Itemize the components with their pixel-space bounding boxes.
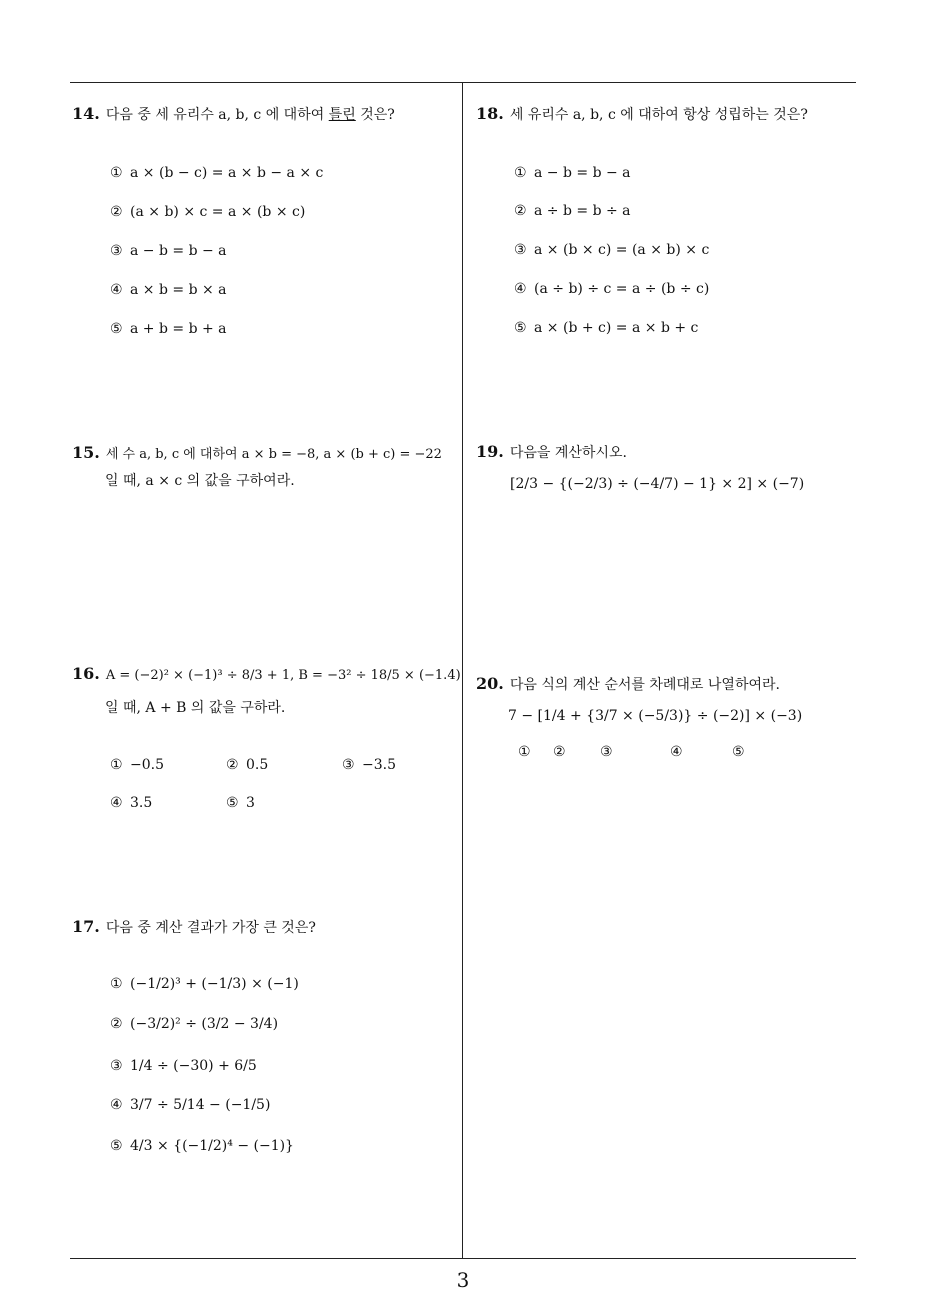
q16-option-5: ⑤ 3 — [226, 795, 255, 811]
question-formula: A = (−2)² × (−1)³ ÷ 8/3 + 1, B = −3² ÷ 18/5 × (−1.4) — [105, 668, 461, 683]
q18-option-3: ③ a × (b × c) = (a × b) × c — [514, 242, 710, 258]
question-stem: 세 유리수 a, b, c 에 대하여 항상 성립하는 것은? — [509, 107, 808, 123]
q16-option-1: ① −0.5 — [110, 757, 164, 773]
q18-option-4: ④ (a ÷ b) ÷ c = a ÷ (b ÷ c) — [514, 281, 710, 297]
question-number: 18. — [476, 104, 504, 123]
question-stem: 다음 중 세 유리수 a, b, c 에 대하여 — [105, 107, 329, 123]
q17-option-2: ② (−3/2)² ÷ (3/2 − 3/4) — [110, 1016, 279, 1032]
q20-order-mark-5: ⑤ — [732, 744, 745, 760]
question-stem: 다음을 계산하시오. — [509, 445, 627, 461]
q20-order-mark-4: ④ — [670, 744, 683, 760]
q16-option-4: ④ 3.5 — [110, 795, 153, 811]
q14-option-5: ⑤ a + b = b + a — [110, 321, 227, 337]
q18-option-5: ⑤ a × (b + c) = a × b + c — [514, 320, 699, 336]
q20-order-mark-2: ② — [553, 744, 566, 760]
q16-option-2: ② 0.5 — [226, 757, 269, 773]
question-number: 14. — [72, 104, 100, 123]
question-19 — [476, 442, 856, 463]
question-stem: 다음 중 계산 결과가 가장 큰 것은? — [105, 920, 316, 936]
question-16 — [72, 664, 461, 683]
q20-order-mark-1: ① — [518, 744, 531, 760]
question-16-line2: 일 때, A + B 의 값을 구하라. — [105, 700, 286, 716]
question-stem: 다음 식의 계산 순서를 차례대로 나열하여라. — [509, 677, 780, 693]
question-14 — [72, 104, 452, 125]
q17-option-1: ① (−1/2)³ + (−1/3) × (−1) — [110, 976, 299, 992]
question-15-line2: 일 때, a × c 의 값을 구하여라. — [105, 473, 295, 489]
question-number: 16. — [72, 664, 100, 683]
q14-option-2: ② (a × b) × c = a × (b × c) — [110, 204, 306, 220]
underlined-word: 틀린 — [328, 107, 356, 123]
page-number: 3 — [456, 1268, 470, 1292]
q18-option-2: ② a ÷ b = b ÷ a — [514, 203, 631, 219]
question-number: 19. — [476, 442, 504, 461]
q20-expression: 7 − [1/4 + {3/7 × (−5/3)} ÷ (−2)] × (−3) — [508, 708, 803, 724]
question-stem: 세 수 a, b, c 에 대하여 a × b = −8, a × (b + c) = −22 — [105, 447, 442, 462]
bottom-rule — [70, 1258, 856, 1259]
q14-option-1: ① a × (b − c) = a × b − a × c — [110, 165, 324, 181]
q14-option-4: ④ a × b = b × a — [110, 282, 227, 298]
q19-expression: [2/3 − {(−2/3) ÷ (−4/7) − 1} × 2] × (−7) — [510, 476, 805, 492]
question-number: 15. — [72, 443, 100, 462]
question-20 — [476, 674, 856, 695]
question-stem-end: 것은? — [355, 107, 395, 123]
top-rule — [70, 82, 856, 83]
q18-option-1: ① a − b = b − a — [514, 165, 631, 181]
q17-option-3: ③ 1/4 ÷ (−30) + 6/5 — [110, 1058, 257, 1074]
column-divider — [462, 82, 463, 1259]
q20-order-mark-3: ③ — [600, 744, 613, 760]
question-17 — [72, 917, 452, 938]
question-15 — [72, 443, 442, 462]
q16-option-3: ③ −3.5 — [342, 757, 396, 773]
q14-option-3: ③ a − b = b − a — [110, 243, 227, 259]
question-number: 17. — [72, 917, 100, 936]
question-number: 20. — [476, 674, 504, 693]
q17-option-4: ④ 3/7 ÷ 5/14 − (−1/5) — [110, 1097, 271, 1113]
question-18 — [476, 104, 856, 125]
q17-option-5: ⑤ 4/3 × {(−1/2)⁴ − (−1)} — [110, 1138, 294, 1154]
